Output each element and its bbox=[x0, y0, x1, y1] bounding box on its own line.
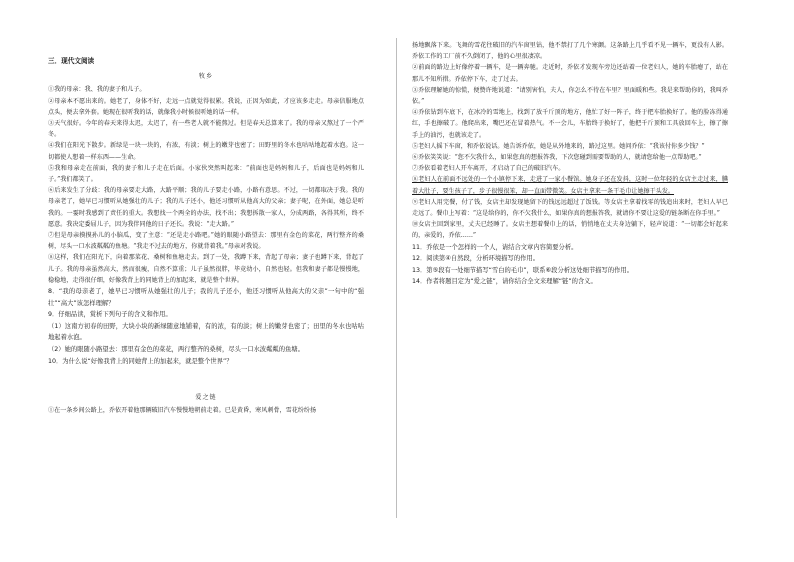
story-paragraph: ⑥后来发生了分歧：我的母亲要走大路，大路平顺；我的儿子要走小路，小路有意思。不过，一切都取决于我。我的母亲老了，她早已习惯听从她强壮的儿子；我的儿子还小，他还习惯听从他高大的父亲；妻子呢，在外面，她总是听我的。一霎时我感到了责任的重大。我想找一个两全的办法，找不出；我想拆散一家人，分成两路，各得其所，终不愿意。我决定委屈儿子，因为我伴同他的日子还长。我说：“走大路。” bbox=[48, 187, 364, 228]
story2-paragraph: ①在一条乡间公路上，乔依开着他那辆破旧汽车慢慢地朝前走着。已是黄昏，寒风刺骨，雪花纷纷扬 bbox=[48, 407, 317, 415]
question-9-2: （2）她的眼随小路望去：那里有金色的菜花，两行整齐的桑树，尽头一口水波粼粼的鱼塘。 bbox=[48, 346, 304, 354]
story2-paragraph: ⑥乔依笑笑说：“您不欠我什么，如果您真的想报答我，下次您碰到需要帮助的人，就请您给他一点帮助吧。” bbox=[412, 154, 702, 162]
right-column bbox=[412, 40, 728, 288]
story2-paragraph-underlined: ⑧老妇人在前面不远处的一个小镇停下来，走进了一家小餐馆。她身子还在发抖，这时一位年轻的女店主走过来，腆着大肚子，要生孩子了，步子很慢很笨，却一直面带微笑。女店主拿来一条干毛巾让她擦干头发。 bbox=[412, 176, 728, 195]
story-paragraph: ⑦但是母亲摸摸孙儿的小脑瓜，变了主意：“还是走小路吧。”她的眼随小路望去：那里有金色的菜花，两行整齐的桑树，尽头一口水波粼粼的鱼塘。“我走不过去的地方，你就背着我。”母亲对我说。 bbox=[48, 232, 364, 251]
question-10: 10．为什么说“好像我背上的同她背上的加起来，就是整个世界”？ bbox=[48, 357, 233, 365]
question-9: 9．仔细品读，赏析下列句子的含义和作用。 bbox=[48, 311, 172, 319]
story-paragraph: ③天气很好。今年的春天来得太迟，太迟了，有一些老人就不能熬过。但是春天总算来了。我的母亲又熬过了一个严冬。 bbox=[48, 120, 364, 139]
question-8: 8．“我的母亲老了，她早已习惯听从她强壮的儿子；我的儿子还小，他还习惯听从他高大的父亲”一句中的“强壮”“高大”该怎样理解？ bbox=[48, 288, 364, 307]
question-13: 13．第⑤段有一处细节描写“雪白的毛巾”，联系⑥段分析这处细节描写的作用。 bbox=[412, 266, 634, 274]
story2-paragraph: ⑦乔依看着老妇人开车离开，才启动了自己的破旧汽车。 bbox=[412, 165, 565, 173]
story2-paragraph: ⑨老妇人用完餐，付了钱，女店主却发现她留下的钱远远超过了饭钱。等女店主拿着找零的钱追出来时，老妇人早已走远了。餐巾上写着：“这是给你的，你不欠我什么，如果你真的想报答我，就请你不要让这爱的链条断在你手里。” bbox=[412, 198, 728, 218]
story2-paragraph: ④乔依钻到车底下，在冰冷的雪地上，找到了放千斤顶的地方，他忙了好一阵子，终于把车胎换好了。他的脸冻得通红，手也擦破了。他爬出来，嘴巴还在冒着热气。不一会儿，车胎终于换好了，他把千斤顶和工具放回车上，擦了擦手上的油污，也就该走了。 bbox=[412, 109, 728, 139]
question-14: 14．作者将题目定为“爱之链”，请你结合全文来理解“链”的含义。 bbox=[412, 278, 597, 286]
column-divider bbox=[396, 38, 397, 518]
story2-paragraph: ②前面的路边上好像停着一辆车，是一辆奔驰。走近时，乔依才发现车旁边还站着一位老妇人，她的车胎瘪了，站在那儿不知所措。乔依停下车，走了过去。 bbox=[412, 64, 728, 83]
question-9-1: （1）这南方初春的田野，大块小块的新绿随意地铺着，有的浓，有的淡；树上的嫩芽也密了；田里的冬水也咕咕地起着水泡。 bbox=[48, 322, 364, 342]
story-paragraph: ①我的母亲：我、我的妻子和儿子。 bbox=[48, 86, 146, 94]
story-title: 牧乡 bbox=[198, 73, 214, 81]
section-heading: 三．现代文阅读 bbox=[48, 57, 95, 65]
story2-paragraph: 扬地飘落下来。飞舞的雪花往破旧的汽车窗里钻，他不禁打了几个寒颤。这条路上几乎看不见一辆车，更没有人影。乔依工作的工厂前不久倒闭了，他的心里很凄凉。 bbox=[412, 42, 728, 61]
story2-paragraph: ⑤老妇人摇下车窗，和乔依说话。她告诉乔依，她是从外地来的，路过这里。她问乔依：“我该付你多少钱？” bbox=[412, 142, 705, 150]
story2-paragraph: ⑩女店主回到家里，丈夫已经睡了。女店主想着餐巾上的话，悄悄地在丈夫身边躺下，轻声说道：“一切都会好起来的，亲爱的，乔依……” bbox=[412, 221, 728, 240]
story2-paragraph: ③乔依理解她的惊慌，便赞许地说道：“请别害怕，夫人，你怎么不待在车里？里面暖和些。我是来帮助你的，我叫乔依。” bbox=[412, 86, 728, 106]
story2-title: 爱之链 bbox=[195, 394, 217, 402]
story-paragraph: ⑧这样，我们在阳光下，向着那菜花、桑树和鱼塘走去。到了一处，我蹲下来，背起了母亲；妻子也蹲下来，背起了儿子。我的母亲虽然高大，然而很瘦，自然不算重；儿子虽然很胖，毕竟幼小，自然也轻。但我和妻子都是慢慢地，稳稳地，走得很仔细，好像我背上的同她背上的加起来，就是整个世界。 bbox=[48, 254, 364, 284]
story-paragraph: ⑤我和母亲走在前面，我的妻子和儿子走在后面。小家伙突然叫起来：“前面也是妈妈和儿子，后面也是妈妈和儿子。”我们都笑了。 bbox=[48, 164, 364, 184]
question-11: 11．乔依是一个怎样的一个人，请结合文章内容简要分析。 bbox=[412, 243, 578, 251]
question-12: 12．阅读第④自然段，分析环境描写的作用。 bbox=[412, 255, 540, 263]
story-paragraph: ④我们在阳光下散步。新绿是一块一块的，有浓，有淡；树上的嫩芽也密了；田野里的冬水也咕咕地起着水泡。这一切都使人想着一样东西——生命。 bbox=[48, 142, 364, 161]
story-paragraph: ②母亲本不愿出来的。她老了，身体不好，走远一点就觉得很累。我说，正因为如此，才应该多走走。母亲信服地点点头，便去拿外套。她现在很听我的话，就像我小时候很听她的话一样。 bbox=[48, 97, 364, 116]
left-column bbox=[48, 28, 364, 417]
